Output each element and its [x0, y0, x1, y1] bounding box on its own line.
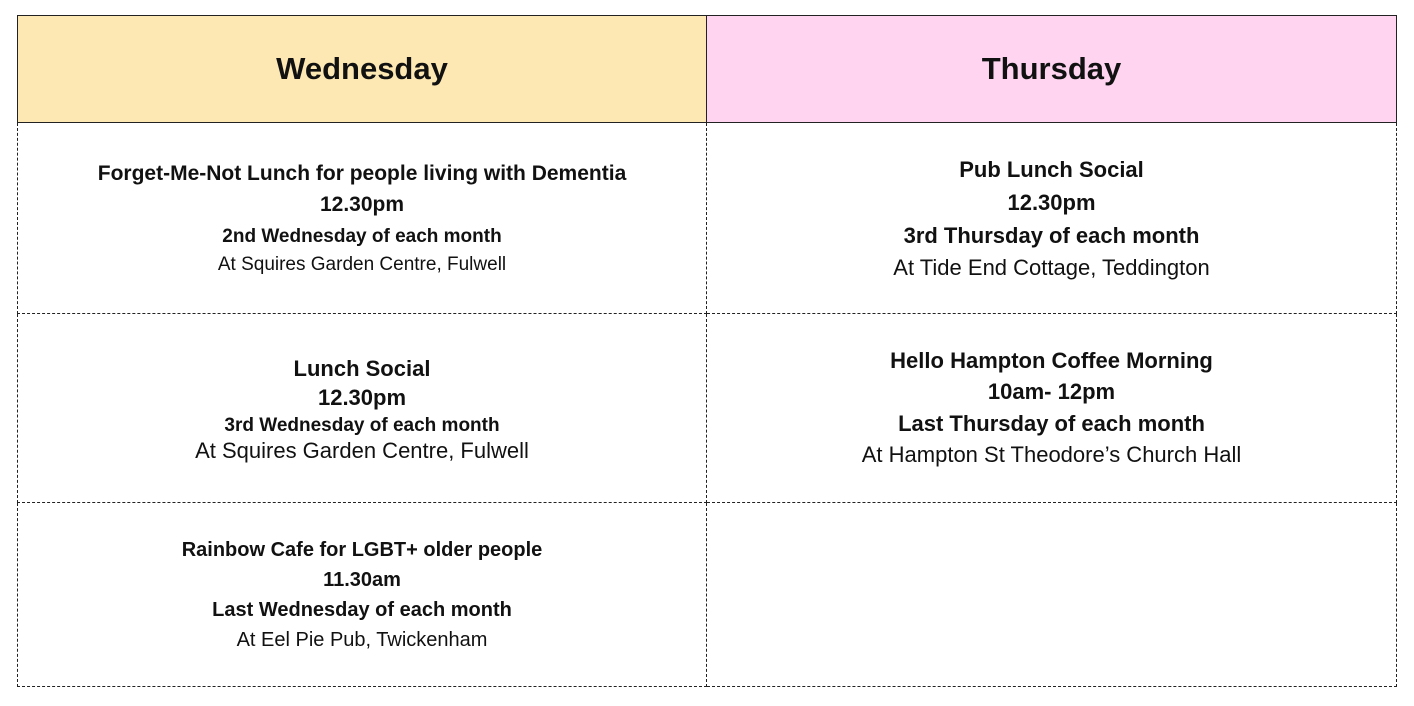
event-time: 12.30pm: [319, 193, 405, 216]
header-row: [17, 15, 1397, 123]
schedule-table: [17, 15, 1397, 687]
event-cell-wednesday-3: [17, 503, 707, 687]
event-frequency: 3rd Thursday of each month: [903, 222, 1200, 248]
event-frequency: Last Thursday of each month: [898, 411, 1205, 436]
schedule-grid: [17, 123, 1397, 687]
event-time: 10am- 12pm: [987, 379, 1116, 404]
event-time: 12.30pm: [317, 385, 407, 410]
header-thursday: Thursday: [707, 15, 1397, 123]
event-cell-wednesday-1: [17, 123, 707, 314]
event-cell-thursday-1: [707, 123, 1397, 314]
event-title: Pub Lunch Social: [959, 156, 1144, 182]
event-cell-thursday-2: [707, 314, 1397, 503]
event-frequency: Last Wednesday of each month: [212, 598, 512, 621]
event-frequency: 2nd Wednesday of each month: [222, 226, 502, 247]
header-wednesday: Wednesday: [17, 15, 707, 123]
event-title: Lunch Social: [293, 356, 431, 381]
event-frequency: 3rd Wednesday of each month: [224, 415, 500, 436]
event-cell-wednesday-2: [17, 314, 707, 503]
event-cell-thursday-empty: [707, 503, 1397, 687]
event-time: 11.30am: [323, 568, 401, 591]
event-title: Rainbow Cafe for LGBT+ older people: [181, 538, 543, 561]
event-location: At Hampton St Theodore’s Church Hall: [861, 442, 1242, 467]
event-location: At Eel Pie Pub, Twickenham: [236, 628, 488, 651]
event-location: At Tide End Cottage, Teddington: [893, 254, 1210, 280]
event-time: 12.30pm: [1007, 189, 1096, 215]
event-title: Hello Hampton Coffee Morning: [890, 348, 1213, 373]
event-location: At Squires Garden Centre, Fulwell: [217, 254, 507, 275]
event-title: Forget-Me-Not Lunch for people living with Dementia: [97, 162, 627, 185]
event-location: At Squires Garden Centre, Fulwell: [195, 438, 529, 463]
